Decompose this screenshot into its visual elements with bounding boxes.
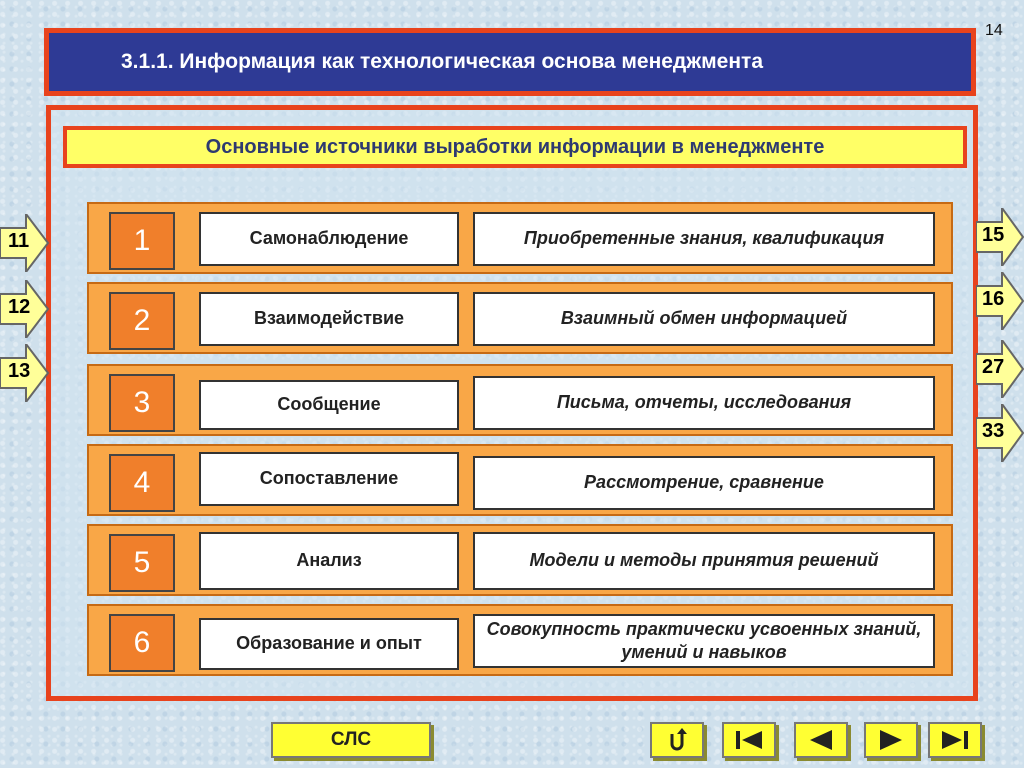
- link-arrow-13[interactable]: [0, 344, 50, 402]
- source-row-4: [87, 444, 953, 516]
- source-result: Письма, отчеты, исследования: [473, 376, 935, 430]
- link-arrow-16[interactable]: [976, 272, 1024, 330]
- source-label: Взаимодействие: [199, 292, 459, 346]
- link-arrow-11[interactable]: [0, 214, 50, 272]
- last-icon: [938, 729, 972, 751]
- source-result: Рассмотрение, сравнение: [473, 456, 935, 510]
- return-icon: [664, 728, 690, 752]
- prev-slide-button[interactable]: [794, 722, 848, 758]
- source-label: Анализ: [199, 532, 459, 590]
- first-slide-button[interactable]: [722, 722, 776, 758]
- link-arrow-15[interactable]: [976, 208, 1024, 266]
- source-result: Модели и методы принятия решений: [473, 532, 935, 590]
- row-number: 5: [109, 534, 175, 592]
- link-label: 15: [982, 224, 1005, 246]
- source-row-5: [87, 524, 953, 596]
- row-number: 4: [109, 454, 175, 512]
- page-title: 3.1.1. Информация как технологическая основа менеджмента: [49, 33, 971, 91]
- main-frame: [46, 105, 978, 701]
- prev-icon: [804, 729, 838, 751]
- link-label: 11: [8, 230, 30, 252]
- link-arrow-27[interactable]: [976, 340, 1024, 398]
- source-row-6: [87, 604, 953, 676]
- source-label: Сообщение: [199, 380, 459, 430]
- last-slide-button[interactable]: [928, 722, 982, 758]
- first-icon: [732, 729, 766, 751]
- source-row-2: [87, 282, 953, 354]
- link-label: 12: [8, 296, 31, 318]
- row-number: 6: [109, 614, 175, 672]
- source-result: Приобретенные знания, квалификация: [473, 212, 935, 266]
- next-slide-button[interactable]: [864, 722, 918, 758]
- source-result: Взаимный обмен информацией: [473, 292, 935, 346]
- row-number: 1: [109, 212, 175, 270]
- page-number: 14: [985, 22, 1003, 39]
- source-row-3: [87, 364, 953, 436]
- link-label: 27: [982, 356, 1005, 378]
- source-label: Образование и опыт: [199, 618, 459, 670]
- source-label: Сопоставление: [199, 452, 459, 506]
- row-number: 2: [109, 292, 175, 350]
- link-label: 33: [982, 420, 1005, 442]
- link-arrow-33[interactable]: [976, 404, 1024, 462]
- link-arrow-12[interactable]: [0, 280, 50, 338]
- next-icon: [874, 729, 908, 751]
- link-label: 13: [8, 360, 31, 382]
- row-number: 3: [109, 374, 175, 432]
- title-bar: [44, 28, 976, 96]
- section-subtitle: Основные источники выработки информации в менеджменте: [63, 126, 967, 168]
- sls-button[interactable]: СЛС: [271, 722, 431, 758]
- source-label: Самонаблюдение: [199, 212, 459, 266]
- return-button[interactable]: [650, 722, 704, 758]
- source-row-1: [87, 202, 953, 274]
- link-label: 16: [982, 288, 1005, 310]
- source-result: Совокупность практически усвоенных знаний, умений и навыков: [473, 614, 935, 668]
